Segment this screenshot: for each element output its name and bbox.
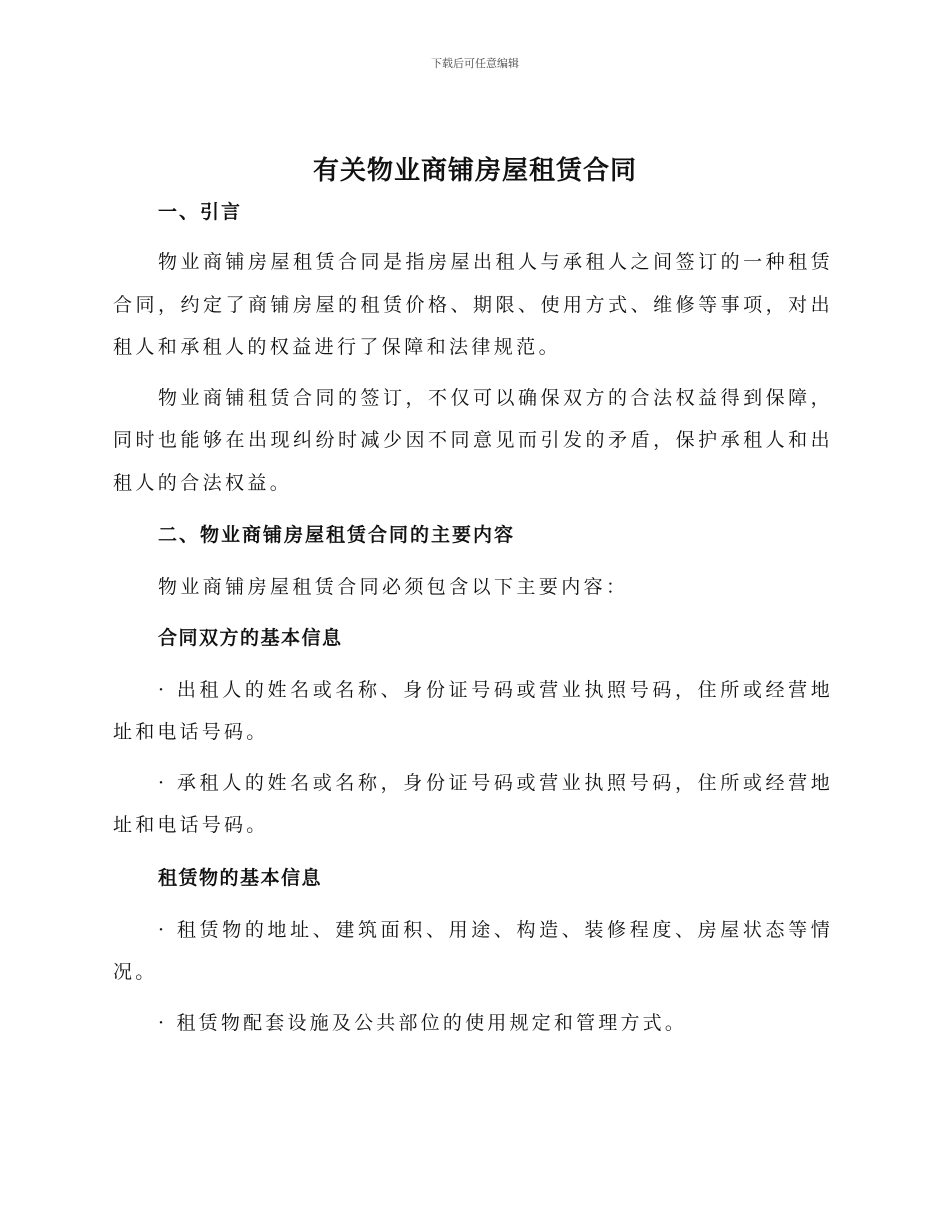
document-title: 有关物业商铺房屋租赁合同 (312, 156, 637, 186)
bullet-lessee-info: · 承租人的姓名或名称，身份证号码或营业执照号码，住所或经营地址和电话号码。 (113, 771, 833, 836)
subheading-property-info: 租赁物的基本信息 (158, 866, 323, 889)
paragraph-main-content-intro: 物业商铺房屋租赁合同必须包含以下主要内容： (158, 576, 629, 598)
subheading-parties-info: 合同双方的基本信息 (158, 626, 343, 649)
section-heading-main-content: 二、物业商铺房屋租赁合同的主要内容 (158, 524, 516, 546)
section-heading-intro: 一、引言 (158, 201, 243, 223)
paragraph-definition: 物业商铺房屋租赁合同是指房屋出租人与承租人之间签订的一种租赁合同，约定了商铺房屋的租赁价格、期限、使用方式、维修等事项，对出租人和承租人的权益进行了保障和法律规范。 (113, 251, 833, 358)
page-header: 下载后可任意编辑 (431, 57, 519, 70)
bullet-facilities-rules: · 租赁物配套设施及公共部位的使用规定和管理方式。 (158, 1011, 688, 1034)
bullet-property-details: · 租赁物的地址、建筑面积、用途、构造、装修程度、房屋状态等情况。 (113, 918, 833, 983)
bullet-lessor-info: · 出租人的姓名或名称、身份证号码或营业执照号码，住所或经营地址和电话号码。 (113, 678, 833, 743)
document-body (113, 195, 833, 1044)
paragraph-purpose: 物业商铺租赁合同的签订，不仅可以确保双方的合法权益得到保障，同时也能够在出现纠纷时减少因不同意见而引发的矛盾，保护承租人和出租人的合法权益。 (113, 386, 833, 494)
